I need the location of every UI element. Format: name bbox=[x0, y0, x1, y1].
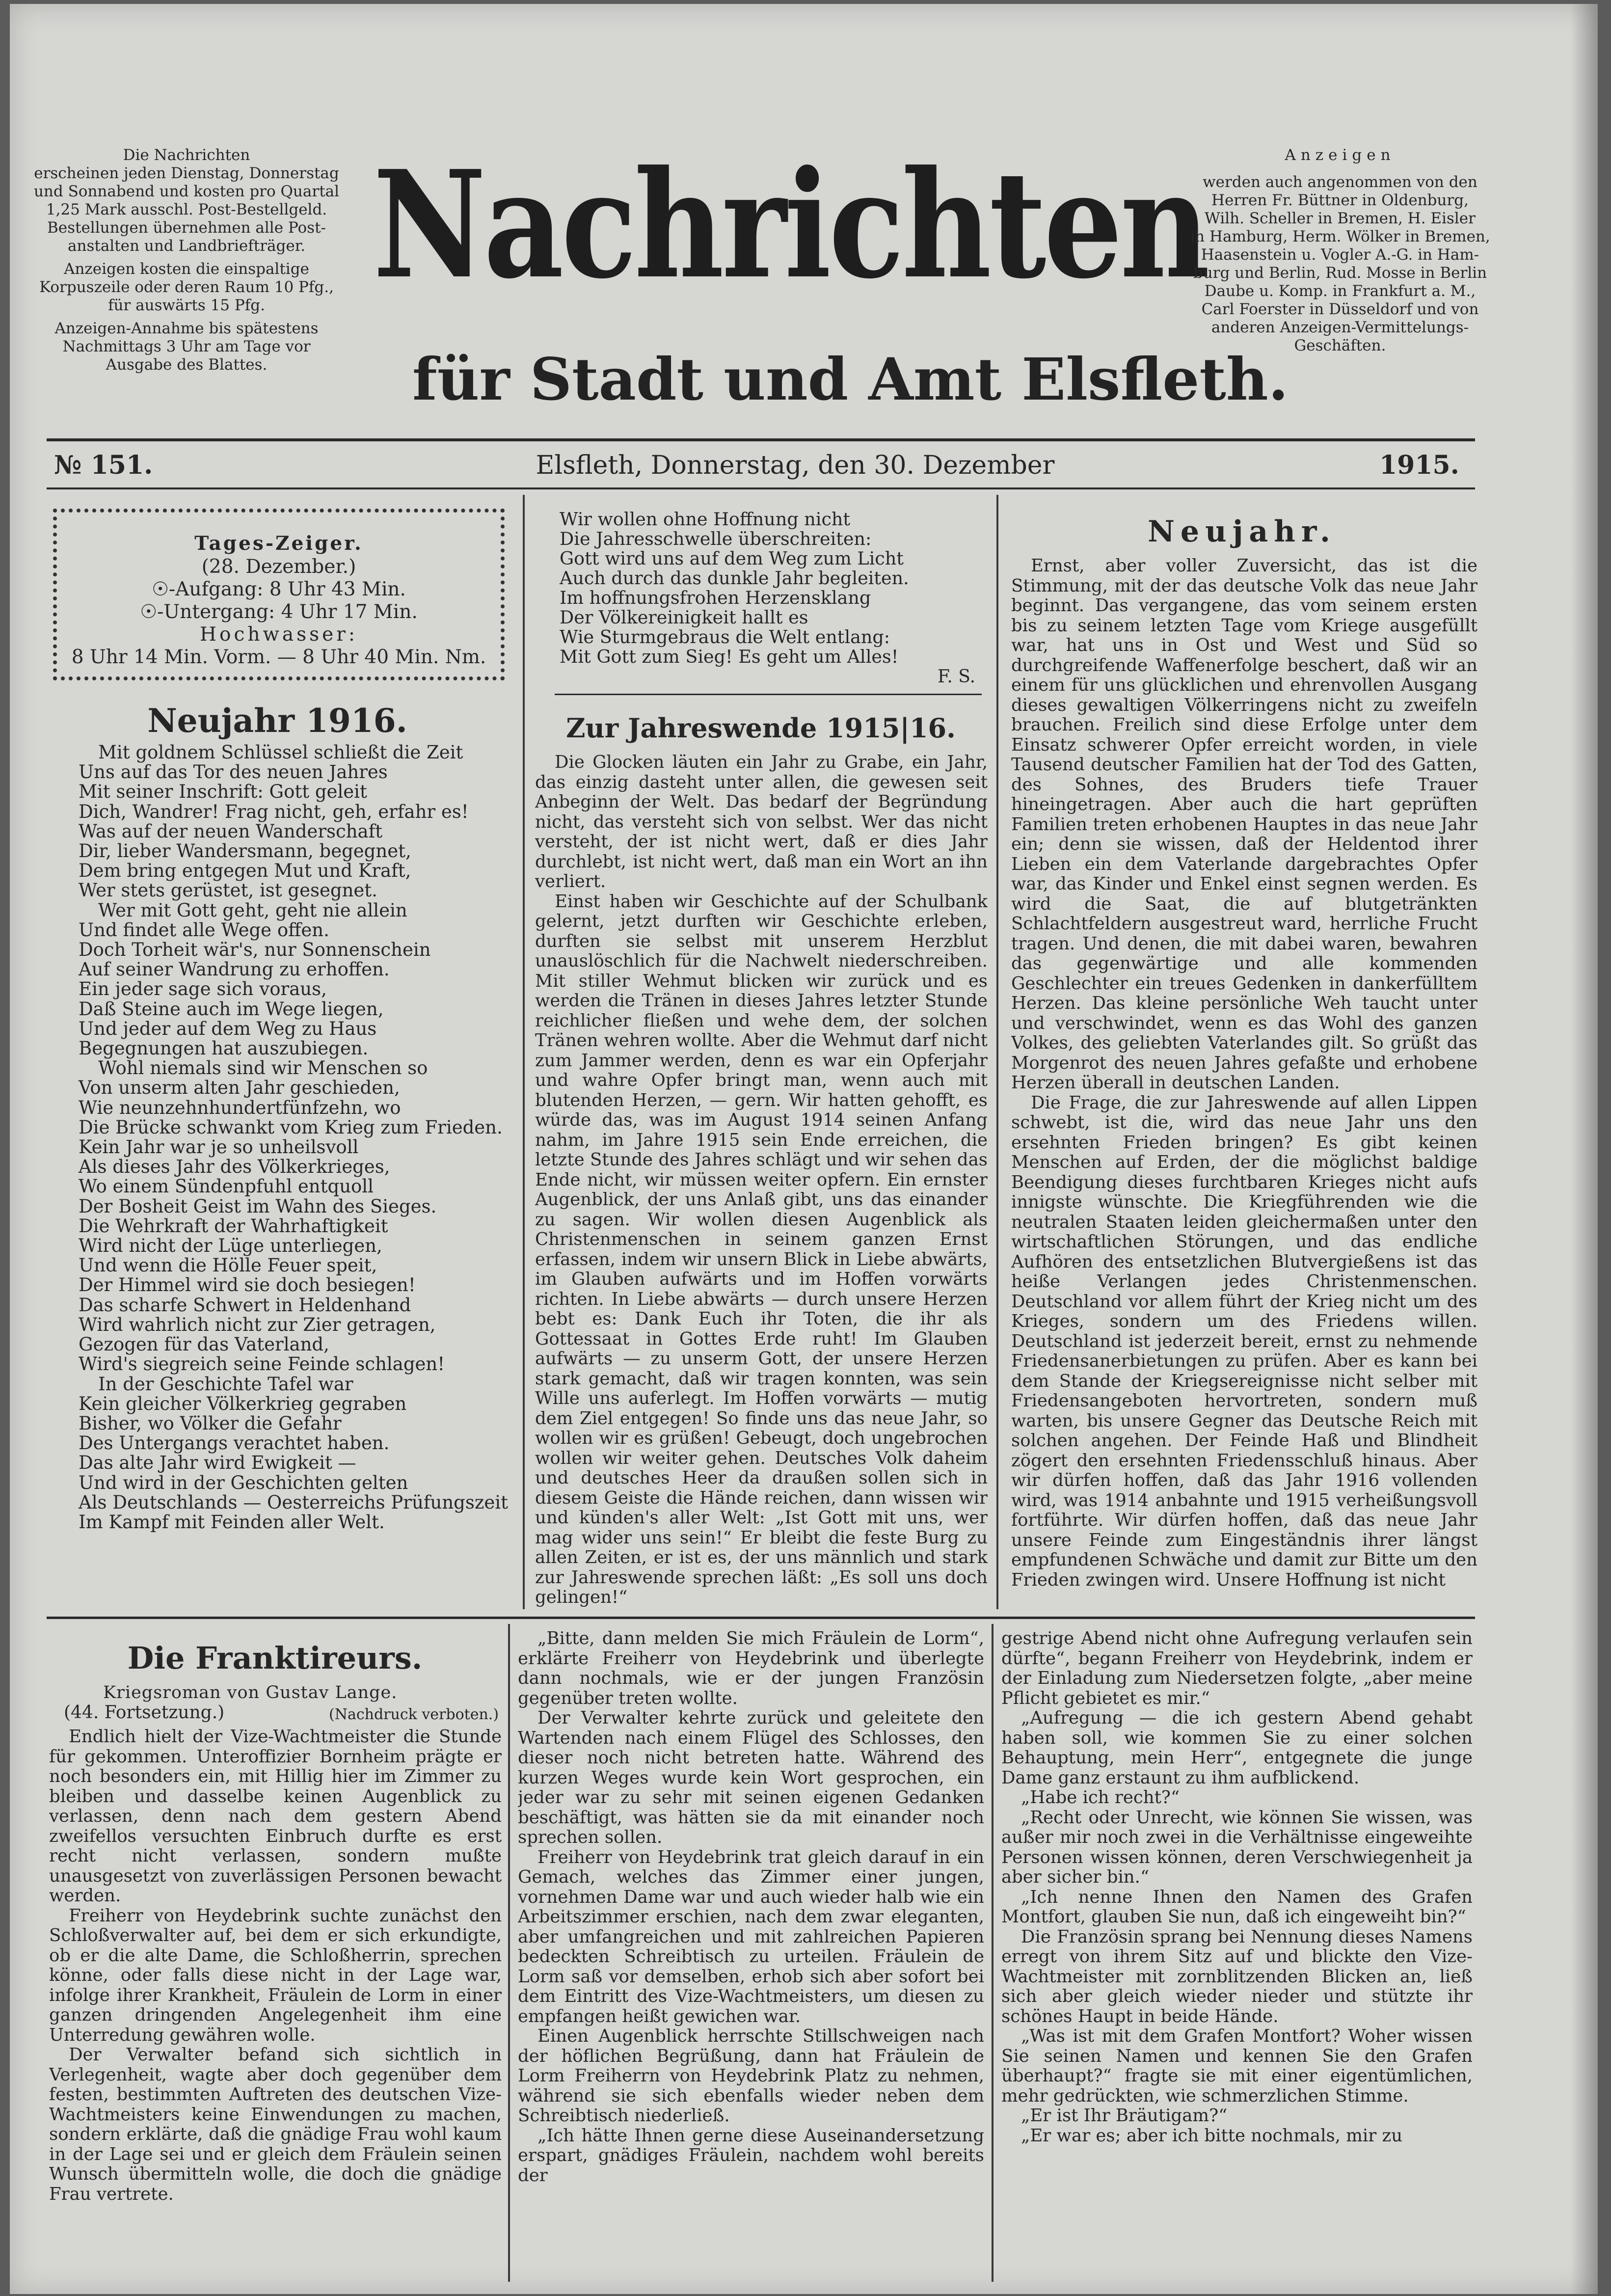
info-line: Wilh. Scheller in Bremen, H. Eisler bbox=[1205, 210, 1476, 227]
info-line: 1,25 Mark ausschl. Post-Bestellgeld. bbox=[46, 201, 327, 218]
poem-line: Und findet alle Wege offen. bbox=[79, 919, 329, 941]
high-tide-times: 8 Uhr 14 Min. Vorm. — 8 Uhr 40 Min. Nm. bbox=[71, 646, 486, 668]
article-title-neujahr: Neujahr. bbox=[1148, 514, 1336, 549]
paragraph: Freiherr von Heydebrink trat gleich darauf in ein Gemach, welches das Zimmer einer jungen, vornehmen Dame war und auch wieder halb wie ein Arbeitszimmer erschien, nach dem zwar eleganten, aber umfangreichen und mit zahlreichen Papieren bedeckten Schreibtisch zu urteilen. Fräulein de Lorm saß vor demselben, erhob sich aber sofort bei dem Eintritt des Vize-Wachtmeisters, um diesen zu empfangen heißt gewichen war. bbox=[518, 1847, 984, 2026]
dateline-rule-bottom bbox=[47, 487, 1475, 489]
feuilleton-rule bbox=[47, 1617, 1475, 1619]
feuilleton-column-3 bbox=[1001, 1629, 1473, 2282]
article-neujahr bbox=[1011, 556, 1477, 1614]
info-line: anderen Anzeigen-Vermittelungs- bbox=[1211, 319, 1469, 336]
issue-place-date: Elsfleth, Donnerstag, den 30. Dezember bbox=[536, 451, 1055, 480]
info-line: in Hamburg, Herm. Wölker in Bremen, bbox=[1190, 228, 1490, 245]
poem-line: Kein Jahr war je so unheilsvoll bbox=[79, 1136, 359, 1158]
paragraph: Die Französin sprang bei Nennung dieses Namens erregt von ihrem Sitz auf und blickte den Vize-Wachtmeister mit zornblitzenden Blicken an, ließ sich aber gleich wieder nieder und stützte ihr schönes Haupt in beide Hände. bbox=[1001, 1926, 1473, 2026]
info-line: burg und Berlin, Rud. Mosse in Berlin bbox=[1193, 264, 1487, 282]
poem-line: Der Bosheit Geist im Wahn des Sieges. bbox=[79, 1195, 437, 1217]
info-line: Ausgabe des Blattes. bbox=[106, 356, 268, 374]
poem-line: Der Himmel wird sie doch besiegen! bbox=[79, 1274, 416, 1296]
info-line: Carl Foerster in Düsseldorf und von bbox=[1201, 300, 1479, 318]
info-line: Bestellungen übernehmen alle Post- bbox=[47, 219, 326, 237]
paragraph: Der Verwalter kehrte zurück und geleitete den Wartenden nach einem Flügel des Schlosses, den dieser noch nicht betreten hatte. Während des kurzen Weges wurde kein Wort gesprochen, ein jeder war zu sehr mit seinen eigenen Gedanken beschäftigt, was hätten sie da mit einander noch sprechen sollen. bbox=[518, 1708, 984, 1847]
poem-line: Mit seiner Inschrift: Gott geleit bbox=[79, 781, 367, 803]
poem-line: Wer mit Gott geht, geht nie allein bbox=[98, 899, 407, 921]
info-line: Korpuszeile oder deren Raum 10 Pfg., bbox=[39, 278, 334, 296]
paragraph: gestrige Abend nicht ohne Aufregung verlaufen sein dürfte“, begann Freiherr von Heydebrink, indem er der Einladung zum Niedersetzen folgte, „aber meine Pflicht gebietet es mir.“ bbox=[1001, 1629, 1473, 1708]
poem-line: Von unserm alten Jahr geschieden, bbox=[79, 1077, 400, 1099]
dateline-rule-top bbox=[47, 438, 1475, 441]
paragraph: „Bitte, dann melden Sie mich Fräulein de Lorm“, erklärte Freiherr von Heydebrink und überlegte dann nochmals, wie er der jungen Französin gegenüber treten wollte. bbox=[518, 1629, 984, 1708]
feuilleton-continuation: (44. Fortsetzung.) bbox=[64, 1702, 225, 1723]
poem-line: Wie neunzehnhundertfünfzehn, wo bbox=[79, 1097, 401, 1118]
paragraph: Endlich hielt der Vize-Wachtmeister die Stunde für gekommen. Unteroffizier Bornheim prägte er noch besonders ein, mit Hillig hier im Zimmer zu bleiben und dasselbe keinen Augenblick zu verlassen, denn nach dem gestern Abend zweifellos versuchten Einbruch durfte es erst recht nicht verlassen, sondern mußte unausgesetzt von zuverlässigen Personen bewacht werden. bbox=[49, 1727, 502, 1906]
feuilleton-column-rule-1 bbox=[508, 1624, 510, 2282]
paragraph: „Er ist Ihr Bräutigam?“ bbox=[1021, 2106, 1228, 2126]
info-line: Geschäften. bbox=[1294, 337, 1386, 354]
paragraph: „Ich hätte Ihnen gerne diese Auseinandersetzung erspart, gnädiges Fräulein, nachdem wohl bereits der bbox=[518, 2125, 984, 2186]
poem-line: Und wird in der Geschichten gelten bbox=[79, 1472, 408, 1493]
info-line: Haasenstein u. Vogler A.-G. in Ham- bbox=[1201, 246, 1479, 264]
column-rule-1 bbox=[523, 495, 525, 1609]
poem-line: Dir, lieber Wandersmann, begegnet, bbox=[79, 840, 411, 862]
poem-line: Kein gleicher Völkerkrieg gegraben bbox=[79, 1393, 407, 1414]
info-line: Anzeigen kosten die einspaltige bbox=[64, 260, 309, 278]
poem-line: Mit Gott zum Sieg! Es geht um Alles! bbox=[560, 646, 899, 667]
paragraph: Einen Augenblick herrschte Stillschweigen nach der höflichen Begrüßung, dann hat Fräulein de Lorm Freiherrn von Heydebrink Platz zu nehmen, während sie sich ebenfalls wieder neben dem Schreibtisch niederließ. bbox=[518, 2026, 984, 2126]
column-rule-2 bbox=[996, 495, 998, 1609]
newspaper-page bbox=[10, 4, 1598, 2294]
subscription-info bbox=[20, 146, 353, 255]
poem-line: Gezogen für das Vaterland, bbox=[79, 1334, 329, 1355]
ads-agencies bbox=[1173, 173, 1507, 355]
poem-line: Das scharfe Schwert in Heldenhand bbox=[79, 1294, 411, 1316]
reprint-notice: (Nachdruck verboten.) bbox=[329, 1706, 499, 1723]
poem-line: Daß Steine auch im Wege liegen, bbox=[79, 998, 384, 1020]
daily-info-box bbox=[53, 509, 505, 680]
poem-line: Die Jahresschwelle überschreiten: bbox=[560, 528, 872, 549]
poem-line: Gott wird uns auf dem Weg zum Licht bbox=[560, 548, 904, 569]
ads-heading: Anzeigen bbox=[1285, 146, 1396, 164]
daily-info-title: Tages-Zeiger. bbox=[194, 532, 363, 555]
article-jahreswende bbox=[535, 753, 988, 1607]
poem-line: Dem bring entgegen Mut und Kraft, bbox=[79, 860, 411, 882]
feuilleton-byline: Kriegsroman von Gustav Lange. bbox=[103, 1683, 398, 1702]
newspaper-title: Nachrichten bbox=[373, 138, 1208, 311]
poem-line: Als dieses Jahr des Völkerkrieges, bbox=[79, 1156, 390, 1178]
poem-line: Was auf der neuen Wanderschaft bbox=[79, 820, 383, 842]
poem-line: Wir wollen ohne Hoffnung nicht bbox=[560, 509, 851, 530]
feuilleton-column-2 bbox=[518, 1629, 984, 2282]
poem-line: Im Kampf mit Feinden aller Welt. bbox=[79, 1511, 385, 1533]
poem-line: Und jeder auf dem Weg zu Haus bbox=[79, 1018, 377, 1039]
poem-line: Das alte Jahr wird Ewigkeit — bbox=[79, 1452, 356, 1474]
paragraph: Freiherr von Heydebrink suchte zunächst den Schloßverwalter auf, bei dem er sich erkundigte, ob er die alte Dame, die Schloßherrin, sprechen könne, oder falls diese nicht in der Lage war, infolge ihrer Krankheit, Fräulein de Lorm in einer ganzen dringenden Angelegenheit ihm eine Unterredung gewähren wolle. bbox=[49, 1905, 502, 2045]
paragraph: „Er war es; aber ich bitte nochmals, mir zu bbox=[1021, 2125, 1403, 2146]
poem-line: Mit goldnem Schlüssel schließt die Zeit bbox=[98, 742, 463, 763]
paragraph: Ernst, aber voller Zuversicht, das ist die Stimmung, mit der das deutsche Volk das neue Jahr beginnt. Das vergangene, das vom seinem ersten bis zu seinem letzten Tage vom Kriege ausgefüllt war, hat uns in Ost und West und Süd so durchgreifende Waffenerfolge beschert, daß wir an einem für uns glücklichen und ehrenvollen Ausgang dieses gewaltigen Völkerringens nicht zu zweifeln brauchen. Freilich sind diese Erfolge unter dem Einsatz schwerer Opfer erreicht worden, in viele Tausend deutscher Familien hat der Tod des Gatten, des Sohnes, des Bruders tiefe Trauer hineingetragen. Aber auch die hart geprüften Familien treten erhobenen Hauptes in das neue Jahr ein; denn sie wissen, daß der Heldentod ihrer Lieben ein dem Vaterlande dargebrachtes Opfer war, das Kinder und Enkel einst segnen werden. Es wird die Saat, die auf blutgetränkten Schlachtfeldern ausgestreut ward, herrliche Frucht tragen. Und denen, die mit dabei waren, bewahren das gegenwärtige und alle kommenden Geschlechter ein treues Gedenken in dankerfülltem Herzen. Das kleine persönliche Weh taucht unter und verschwindet, wenn es das Wohl des ganzen Volkes, des geliebten Vaterlandes gilt. So grüßt das Morgenrot des neuen Jahres gefaßte und erhobene Herzen überall in deutschen Landen. bbox=[1011, 556, 1477, 1093]
poem-line: Wer stets gerüstet, ist gesegnet. bbox=[79, 880, 377, 901]
ad-deadline-info bbox=[20, 320, 353, 374]
info-line: werden auch angenommen von den bbox=[1203, 173, 1477, 191]
poem-line: Wird wahrlich nicht zur Zier getragen, bbox=[79, 1314, 436, 1335]
info-line: für auswärts 15 Pfg. bbox=[108, 297, 265, 314]
newspaper-subtitle: für Stadt und Amt Elsfleth. bbox=[412, 345, 1289, 413]
poem-line: Wird's siegreich seine Feinde schlagen! bbox=[79, 1353, 445, 1375]
poem-line: Wird nicht der Lüge unterliegen, bbox=[79, 1235, 382, 1257]
poem-line: Als Deutschlands — Oesterreichs Prüfungszeit bbox=[79, 1491, 508, 1513]
info-line: und Sonnabend und kosten pro Quartal bbox=[33, 183, 340, 200]
sunrise-time: ☉-Aufgang: 8 Uhr 43 Min. bbox=[152, 578, 406, 600]
poem-line: Begegnungen hat auszubiegen. bbox=[79, 1038, 369, 1059]
paragraph: „Aufregung — die ich gestern Abend gehabt haben soll, wie kommen Sie zu einer solchen Behauptung, mein Herr“, entgegnete die junge Dame ganz erstaunt zu ihm aufblickend. bbox=[1001, 1708, 1473, 1788]
poem-title: Neujahr 1916. bbox=[147, 702, 407, 740]
poem-line: Des Untergangs verachtet haben. bbox=[79, 1432, 390, 1454]
paragraph: „Recht oder Unrecht, wie können Sie wissen, was außer mir noch zwei in die Verhältnisse eingeweihte Personen wissen können, deren Verschwiegenheit ja aber sicher bin.“ bbox=[1001, 1807, 1473, 1887]
poem-line: In der Geschichte Tafel war bbox=[98, 1373, 353, 1395]
ad-price-info bbox=[20, 260, 353, 315]
paragraph: „Habe ich recht?“ bbox=[1021, 1787, 1180, 1808]
high-tide-title: Hochwasser: bbox=[200, 623, 358, 646]
poem-line: Und wenn die Hölle Feuer speit, bbox=[79, 1255, 377, 1276]
poem-line: Wohl niemals sind wir Menschen so bbox=[98, 1057, 428, 1079]
poem-line: Dich, Wandrer! Frag nicht, geh, erfahr es! bbox=[79, 801, 469, 822]
page-edge-shadow bbox=[1571, 4, 1598, 2294]
poem-line: Im hoffnungsfrohen Herzensklang bbox=[560, 587, 871, 608]
poem-line: Wie Sturmgebraus die Welt entlang: bbox=[560, 626, 890, 648]
poem-line: Wo einem Sündenpfuhl entquoll bbox=[79, 1176, 374, 1197]
poem-continuation bbox=[560, 510, 909, 667]
poem-line: Uns auf das Tor des neuen Jahres bbox=[79, 761, 388, 783]
poem-neujahr-1916 bbox=[79, 743, 508, 1532]
paragraph: Einst haben wir Geschichte auf der Schulbank gelernt, jetzt durften wir Geschichte erleben, durften sie selbst mit unserem Herzblut unauslöschlich für die Nachwelt niederschreiben. Mit stiller Wehmut blicken wir zurück und es werden die Tränen in dieses Jahres letzter Stunde reichlicher fließen und wehe dem, der solchen Tränen wehren wollte. Aber die Wehmut darf nicht zum Jammer werden, denn es war ein Opferjahr und wahre Opfer bringt man, wenn auch mit blutenden Herzen, — gern. Wir hatten gehofft, es würde das, was im August 1914 seinen Anfang nahm, im Jahre 1915 sein Ende erreichen, die letzte Stunde des Jahres schlägt und wir sehen das Ende nicht, wir müssen weiter opfern. Ein ernster Augenblick, der uns Anlaß gibt, uns das einander zu sagen. Wir wollen diesen Augenblick als Christenmenschen in seinem ganzen Ernst erfassen, indem wir unsern Blick in Liebe abwärts, im Glauben aufwärts und im Hoffen vorwärts richten. In Liebe abwärts — durch unsere Herzen bebt es: Dank Euch ihr Toten, die ihr als Gottessaat in Gottes Erde ruht! Im Glauben aufwärts — zu unserm Gott, der unsere Herzen stark gemacht, daß wir tragen konnten, was sein Wille uns auferlegt. Im Hoffen vorwärts — mutig dem Ziel entgegen! So finde uns das neue Jahr, so wollen wir es grüßen! Gebeugt, doch ungebrochen wollen wir weiter gehen. Deutsches Volk daheim und deutsches Heer da draußen sollen sich in diesem Geiste die Hände reichen, dann wissen wir und künden's aller Welt: „Ist Gott mit uns, wer mag wider uns sein!“ Er bleibt die feste Burg zu allen Zeiten, er ist es, der uns männlich und stark zur Jahreswende sprechen läßt: „Es soll uns doch gelingen!“ bbox=[535, 891, 988, 1607]
info-line: Daube u. Komp. in Frankfurt a. M., bbox=[1204, 282, 1476, 300]
paragraph: „Was ist mit dem Grafen Montfort? Woher wissen Sie seinen Namen und kennen Sie den Grafen überhaupt?“ fragte sie mit einer eigentümlichen, mehr gedrückten, wie schmerzlichen Stimme. bbox=[1001, 2026, 1473, 2106]
info-line: Die Nachrichten bbox=[123, 146, 250, 164]
paragraph: Der Verwalter befand sich sichtlich in Verlegenheit, wagte aber doch gegenüber dem festen, bestimmten Auftreten des deutschen Vize-Wachtmeisters keine Einwendungen zu machen, sondern erklärte, daß die gnädige Frau wohl kaum in der Lage sei und er gleich dem Fräulein seinen Wunsch übermitteln wolle, die doch die gnädige Frau vertrete. bbox=[49, 2045, 502, 2204]
issue-number: № 151. bbox=[54, 450, 153, 480]
sunset-time: ☉-Untergang: 4 Uhr 17 Min. bbox=[140, 601, 418, 623]
poem-line: Auch durch das dunkle Jahr begleiten. bbox=[560, 567, 909, 589]
feuilleton-column-rule-2 bbox=[992, 1624, 993, 2282]
masthead-right-info bbox=[1173, 146, 1507, 355]
paragraph: „Ich nenne Ihnen den Namen des Grafen Montfort, glauben Sie nun, daß ich eingeweiht bin?“ bbox=[1001, 1887, 1473, 1927]
poem-line: Der Völkereinigkeit hallt es bbox=[560, 607, 808, 628]
poem-line: Ein jeder sage sich voraus, bbox=[79, 978, 327, 1000]
poem-line: Bisher, wo Völker die Gefahr bbox=[79, 1412, 342, 1434]
poem-line: Die Wehrkraft der Wahrhaftigkeit bbox=[79, 1215, 388, 1237]
poem-signature: F. S. bbox=[938, 667, 976, 687]
info-line: Herren Fr. Büttner in Oldenburg, bbox=[1211, 191, 1469, 209]
daily-info-date: (28. Dezember.) bbox=[201, 556, 356, 578]
issue-year: 1915. bbox=[1379, 450, 1459, 480]
paragraph: Die Frage, die zur Jahreswende auf allen Lippen schwebt, ist die, wird das neue Jahr uns den ersehnten Frieden bringen? Es gibt keinen Menschen auf Erden, der die möglichst baldige Beendigung dieses furchtbaren Krieges nicht aufs innigste wünschte. Die Kriegführenden wie die neutralen Staaten leiden gleichermaßen unter den wirtschaftlichen Störungen, und das endliche Aufhören des entsetzlichen Blutvergießens ist das heiße Verlangen jedes Christenmenschen. Deutschland vor allem führt der Krieg nicht um des Krieges, sondern um des Friedens willen. Deutschland ist jederzeit bereit, ernst zu nehmende Friedensanerbietungen zu prüfen. Aber es kann bei dem Stande der Kriegsereignisse nicht selber mit Friedensangeboten hervortreten, sondern muß warten, bis unsere Gegner das Deutsche Reich mit solchen angehen. Der Feinde Haß und Blindheit zögert den ersehnten Friedensschluß hinaus. Aber wir dürfen hoffen, daß das Jahr 1916 vollenden wird, was 1914 anbahnte und 1915 verheißungsvoll fortführte. Wir dürfen hoffen, daß das neue Jahr unsere Feinde zum Eingeständnis ihrer längst empfundenen Schwäche und damit zur Bitte um den Frieden zwingen wird. Unsere Hoffnung ist nicht bbox=[1011, 1092, 1477, 1590]
info-line: Nachmittags 3 Uhr am Tage vor bbox=[62, 338, 311, 355]
feuilleton-column-1 bbox=[49, 1727, 502, 2282]
poem-line: Doch Torheit wär's, nur Sonnenschein bbox=[79, 939, 431, 961]
poem-line: Die Brücke schwankt vom Krieg zum Frieden. bbox=[79, 1116, 503, 1138]
paragraph: Die Glocken läuten ein Jahr zu Grabe, ein Jahr, das einzig dasteht unter allen, die gewesen seit Anbeginn der Welt. Das bedarf der Begründung nicht, das versteht sich von selbst. Wer das nicht versteht, der ist nicht wert, daß er dies Jahr durchlebt, ist nicht wert, daß man ein Wort an ihn verliert. bbox=[535, 753, 988, 891]
info-line: erscheinen jeden Dienstag, Donnerstag bbox=[34, 164, 339, 182]
article-title-jahreswende: Zur Jahreswende 1915|16. bbox=[566, 712, 956, 744]
info-line: Anzeigen-Annahme bis spätestens bbox=[54, 320, 319, 337]
info-line: anstalten und Landbriefträger. bbox=[68, 237, 305, 255]
poem-end-rule bbox=[555, 694, 982, 695]
poem-line: Auf seiner Wandrung zu erhoffen. bbox=[79, 959, 390, 980]
masthead-left-info bbox=[20, 146, 353, 374]
feuilleton-title: Die Franktireurs. bbox=[127, 1640, 423, 1676]
